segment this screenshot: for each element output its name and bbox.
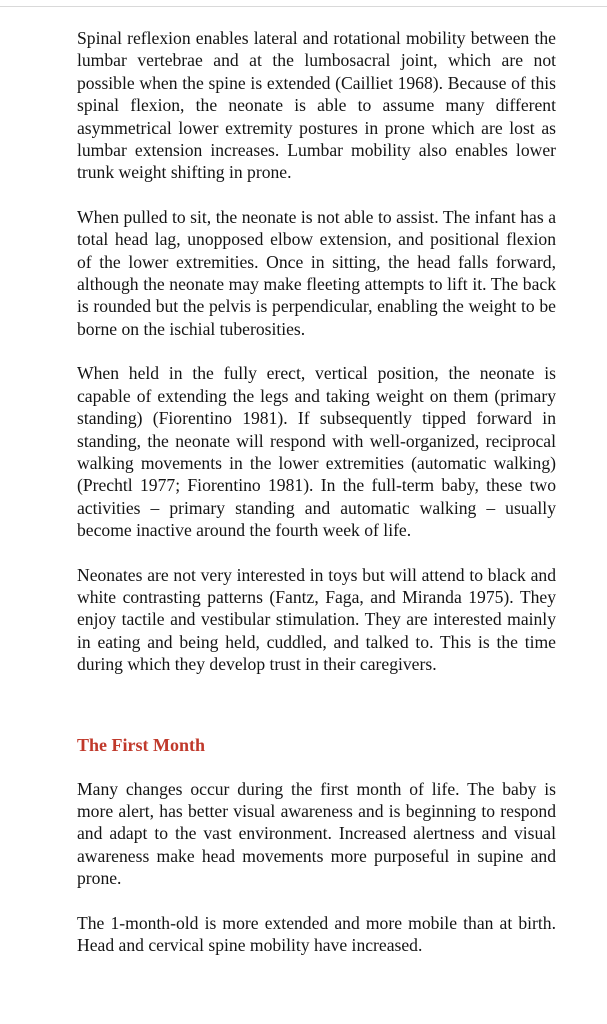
paragraph-pull-to-sit: When pulled to sit, the neonate is not able to assist. The infant has a total head lag, unopposed elbow extension, and positional flexion of the lower extremities. Once in sitting, the head falls forward, although the neonate may make fleeting attempts to lift it. The back is rounded but the pelvis is perpendicular, enabling the weight to be borne on the ischial tuberosities. <box>77 206 556 339</box>
paragraph-spinal-reflexion: Spinal reflexion enables lateral and rotational mobility between the lumbar vertebrae and at the lumbosacral joint, which are not possible when the spine is extended (Cailliet 1968). Because of this spinal flexion, the neonate is able to assume many different asymmetrical lower extremity postures in prone which are lost as lumbar extension increases. Lumbar mobility also enables lower trunk weight shifting in prone. <box>77 28 556 183</box>
document-page <box>77 27 556 956</box>
paragraph-first-month-changes: Many changes occur during the first month of life. The baby is more alert, has better visual awareness and is beginning to respond and adapt to the vast environment. Increased alertness and visual awareness make head movements more purposeful in supine and prone. <box>77 778 556 889</box>
paragraph-vertical-position: When held in the fully erect, vertical position, the neonate is capable of extending the legs and taking weight on them (primary standing) (Fiorentino 1981). If subsequently tipped forward in standing, the neonate will respond with well-organized, reciprocal walking movements in the lower extremities (automatic walking) (Prechtl 1977; Fiorentino 1981). In the full-term baby, these two activities – primary standing and automatic walking – usually become inactive around the fourth week of life. <box>77 363 556 541</box>
top-divider <box>0 6 607 7</box>
paragraph-one-month-old: The 1-month-old is more extended and more mobile than at birth. Head and cervical spine mobility have increased. <box>77 912 556 955</box>
section-heading-first-month: The First Month <box>77 734 205 755</box>
paragraph-neonate-interests: Neonates are not very interested in toys but will attend to black and white contrasting patterns (Fantz, Faga, and Miranda 1975). They enjoy tactile and vestibular stimulation. They are interested mainly in eating and being held, cuddled, and talked to. This is the time during which they develop trust in their caregivers. <box>77 564 556 675</box>
